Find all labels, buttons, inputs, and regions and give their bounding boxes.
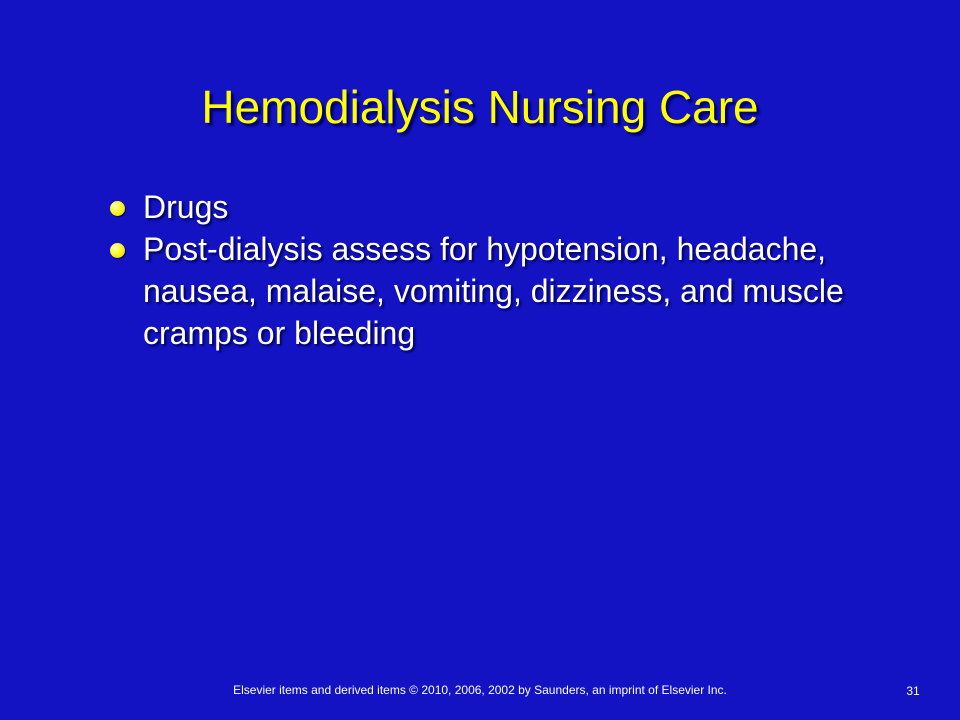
bullet-icon: [110, 243, 125, 258]
bullet-list: [104, 186, 904, 354]
bullet-item: [104, 186, 904, 228]
copyright-footer: Elsevier items and derived items © 2010, 2006, 2002 by Saunders, an imprint of Elsevier Inc.: [233, 683, 727, 697]
bullet-item: [104, 228, 904, 354]
slide-title: Hemodialysis Nursing Care: [201, 81, 759, 133]
bullet-text: Post-dialysis assess for hypotension, headache, nausea, malaise, vomiting, dizziness, and muscle cramps or bleeding: [143, 231, 844, 351]
page-number: 31: [906, 684, 920, 698]
bullet-text: Drugs: [143, 189, 229, 225]
bullet-icon: [110, 201, 125, 216]
